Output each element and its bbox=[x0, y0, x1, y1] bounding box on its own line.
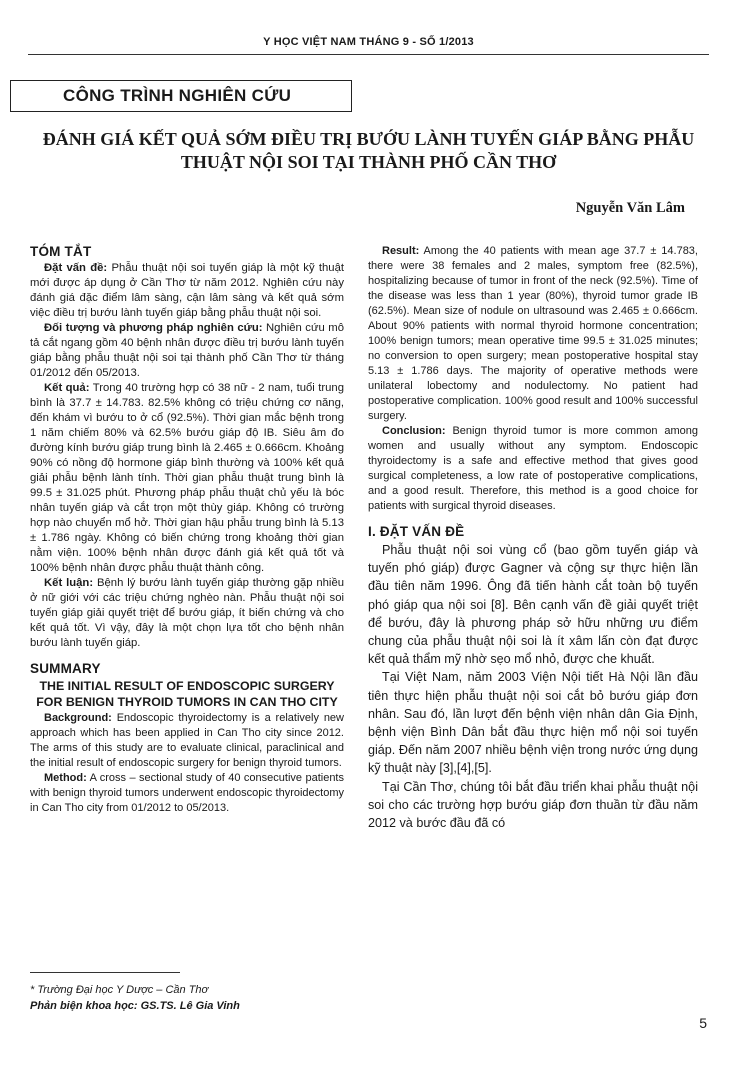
article-title: ĐÁNH GIÁ KẾT QUẢ SỚM ĐIỀU TRỊ BƯỚU LÀNH TUYẾN GIÁP BẰNG PHẪU THUẬT NỘI SOI TẠI THÀNH PHỐ CẦN THƠ bbox=[42, 129, 695, 172]
page-number: 5 bbox=[699, 1015, 707, 1031]
intro-heading: I. ĐẶT VẤN ĐỀ bbox=[368, 524, 465, 539]
body-paragraph: Tại Việt Nam, năm 2003 Viện Nội tiết Hà Nội lần đầu tiên thực hiện phẫu thuật nội soi cắt bỏ bướu giáp đơn nhân. Sau đó, lần lượt đến bệnh viện nhân dân Gia Định, bệnh viện Bình Dân bắt đầu thực hiện mổ nội soi tuyến giáp. Đến năm 2007 nhiều bệnh viện trong nước ứng dụng kỹ thuật này [3],[4],[5]. bbox=[368, 670, 698, 776]
body-paragraph: Phẫu thuật nội soi vùng cổ (bao gồm tuyến giáp và tuyến phó giáp) được Gagner và cộng sự thực hiện lần đầu tiên năm 1996. Ông đã tiến hành cắt toàn bộ tuyến phó giáp qua nội soi [8]. Bên cạnh vấn đề giải quyết triệt để bướu, đây là phương pháp sở hữu những ưu điểm chung của phẫu thuật nội soi là ít xâm lấn còn đạt được kết quả thẩm mỹ nhờ sẹo mổ nhỏ, được che khuất. bbox=[368, 543, 698, 667]
section-label-box bbox=[10, 80, 352, 112]
abstract-text: Trong 40 trường hợp có 38 nữ - 2 nam, tuổi trung bình là 37.7 ± 14.783. 82.5% không có triệu chứng cơ năng, đến khám vì bướu to ở cổ (92.5%). Thời gian mắc bệnh trong 1 năm chiếm 80% và 62.5% bướu giáp độ IB. Siêu âm đo đường kính bướu giáp trung bình là 2.465 ± 0.666cm. Khoảng 90% có nồng độ hormone giáp bình thường và 100% kết quả giải phẫu bệnh lành tính. Thời gian phẫu thuật trung bình là 99.5 ± 31.025 phút. Phương pháp phẫu thuật chủ yếu là bóc nhân tuyến giáp và cắt trọn một thùy giáp. Không có trường hợp nào chuyển mổ hở. Thời gian hậu phẫu trung bình là 5.13 ± 1.786 ngày. Không có biến chứng trong khoảng thời gian nằm viện. 100% bệnh nhân được đánh giá kết quả tốt và 100% bệnh nhân được phẫu thuật thành công. bbox=[30, 382, 344, 574]
summary-label: Method: bbox=[44, 772, 87, 784]
footnote-reviewer: Phản biện khoa học: GS.TS. Lê Gia Vinh bbox=[30, 1000, 240, 1012]
footnote-rule bbox=[30, 972, 180, 973]
abstract-paragraph bbox=[30, 261, 344, 321]
summary-label: Background: bbox=[44, 712, 112, 724]
footnote-affiliation: * Trường Đại học Y Dược – Cần Thơ bbox=[30, 984, 209, 996]
tom-tat-heading: TÓM TẮT bbox=[30, 244, 92, 259]
abstract-text: Nghiên cứu mô tả cắt ngang gồm 40 bệnh nhân được điều trị bướu lành tuyến giáp bằng phẫu thuật nội soi tại thành phố Cần Thơ từ tháng 01/2012 đến 05/2013. bbox=[30, 322, 344, 379]
abstract-label: Kết luận: bbox=[44, 577, 94, 589]
summary-text: A cross – sectional study of 40 consecutive patients with benign thyroid tumors underwent endoscopic thyroidectomy in Can Tho city from 01/2012 to 05/2013. bbox=[30, 772, 344, 814]
body-paragraph: Tại Cần Thơ, chúng tôi bắt đầu triển khai phẫu thuật nội soi cho các trường hợp bướu giáp đơn thuần từ đầu năm 2012 và bước đầu đã có bbox=[368, 779, 698, 831]
abstract-text: Phẫu thuật nội soi tuyến giáp là một kỹ thuật mới được áp dụng ở Cần Thơ từ năm 2012. Nghiên cứu này đánh giá đặc điểm lâm sàng, cận lâm sàng và kết quả sớm việc điều trị bướu lành tuyến giáp bằng phẫu thuật nội soi. bbox=[30, 262, 344, 319]
header-rule bbox=[28, 54, 709, 55]
journal-header: Y HỌC VIỆT NAM THÁNG 9 - SỐ 1/2013 bbox=[263, 36, 474, 48]
abstract-paragraph bbox=[30, 576, 344, 651]
summary-text: Among the 40 patients with mean age 37.7 ± 14.783, there were 38 females and 2 males, symptom free (82.5%), hospitalizing because of tumor in front of the neck (92.5%). Time of the disease was less than 1 year (80%), thyroid tumor grade IB (62.5%). Mean size of nodule on ultrasound was 2.465 ± 0.666cm. About 90% patients with normal thyroid hormone concentration; 100% benign tumors; mean operative time 99.5 ± 31.025 minutes; no conversion to open surgery; mean postoperative hospital stay 5.13 ± 1.786 days. The majority of operative methods were unilateral lobectomy and nodulectomy. No patient had postoperative complication. 100% good result and 100% successful surgery. bbox=[368, 245, 698, 422]
summary-paragraph bbox=[368, 244, 698, 424]
left-column bbox=[30, 244, 344, 816]
summary-text: Endoscopic thyroidectomy is a relatively new approach which has been applied in Can Tho city since 2012. The arms of this study are to evaluate clinical, paraclinical and the initial result of endoscopic surgery for benign thyroid tumors. bbox=[30, 712, 344, 769]
summary-heading: SUMMARY bbox=[30, 661, 101, 676]
summary-title: THE INITIAL RESULT OF ENDOSCOPIC SURGERY FOR BENIGN THYROID TUMORS IN CAN THO CITY bbox=[36, 679, 338, 709]
abstract-label: Kết quả: bbox=[44, 382, 90, 394]
author: Nguyễn Văn Lâm bbox=[575, 200, 685, 216]
footnote bbox=[30, 982, 240, 1014]
right-column bbox=[368, 244, 698, 832]
summary-paragraph bbox=[30, 771, 344, 816]
abstract-text: Bệnh lý bướu lành tuyến giáp thường gặp nhiều ở nữ giới với các triệu chứng nghèo nàn. Phẫu thuật nội soi tuyến giáp giải quyết triệt để bướu giáp, ít biến chứng và cho kết quả tốt. Vì vậy, đây là một chọn lựa tốt cho bệnh nhân bướu lành tuyến giáp. bbox=[30, 577, 345, 649]
summary-paragraph bbox=[30, 711, 344, 771]
summary-label: Conclusion: bbox=[382, 425, 446, 437]
summary-paragraph bbox=[368, 424, 698, 514]
abstract-label: Đặt vấn đề: bbox=[44, 262, 108, 274]
summary-text: Benign thyroid tumor is more common among women and usually without any symptom. Endoscopic thyroidectomy is a safe and effective method that gives good surgical completeness, a low rate of postoperative complications, and a good result. Therefore, this method is a good choice for patients with surgical thyroid diseases. bbox=[368, 425, 698, 512]
section-label: CÔNG TRÌNH NGHIÊN CỨU bbox=[63, 86, 292, 105]
summary-label: Result: bbox=[382, 245, 420, 257]
abstract-paragraph bbox=[30, 381, 344, 576]
abstract-label: Đối tượng và phương pháp nghiên cứu: bbox=[44, 322, 263, 334]
abstract-paragraph bbox=[30, 321, 344, 381]
